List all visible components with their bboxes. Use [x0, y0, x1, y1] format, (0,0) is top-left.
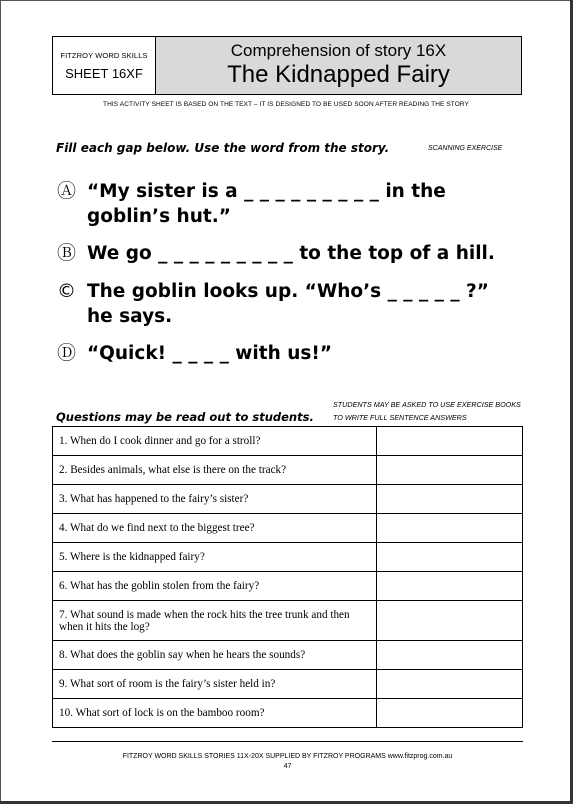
series-name: FITZROY WORD SKILLS: [60, 50, 148, 60]
gap-text: The goblin looks up. “Who’s _ _ _ _ _ ?”: [87, 281, 489, 302]
table-row: [53, 601, 523, 641]
table-row: [53, 670, 523, 699]
footer-divider: [52, 741, 523, 742]
table-row: [53, 572, 523, 601]
answer-cell[interactable]: [377, 670, 523, 699]
question-text: 5. Where is the kidnapped fairy?: [53, 543, 377, 572]
answer-cell[interactable]: [377, 572, 523, 601]
answer-cell[interactable]: [377, 427, 523, 456]
gap-item-c: [57, 279, 489, 329]
gap-text: “My sister is a _ _ _ _ _ _ _ _ _ in the: [87, 181, 446, 202]
answer-cell[interactable]: [377, 485, 523, 514]
table-row: [53, 456, 523, 485]
table-row: [53, 485, 523, 514]
table-row: [53, 427, 523, 456]
table-row: [53, 699, 523, 728]
question-text: 8. What does the goblin say when he hears the sounds?: [53, 641, 377, 670]
gap-letter: Ⓐ: [57, 180, 77, 202]
table-row: [53, 641, 523, 670]
gap-text: “Quick! _ _ _ _ with us!”: [87, 343, 332, 364]
gap-item-d: [57, 341, 332, 366]
exercise-tag: SCANNING EXERCISE: [428, 145, 503, 152]
page-number: 47: [283, 763, 292, 770]
gap-text-continued: he says.: [87, 306, 173, 327]
question-text: 9. What sort of room is the fairy’s sister held in?: [53, 670, 377, 699]
question-text: 7. What sound is made when the rock hits the tree trunk and then when it hits the log?: [53, 601, 377, 641]
students-note: STUDENTS MAY BE ASKED TO USE EXERCISE BOOKS TO WRITE FULL SENTENCE ANSWERS: [333, 400, 521, 422]
gap-letter: ©: [57, 280, 76, 302]
header-title-box: [156, 37, 521, 94]
questions-heading: Questions may be read out to students.: [56, 410, 314, 424]
answer-cell[interactable]: [377, 641, 523, 670]
gap-item-b: [57, 241, 495, 266]
comprehension-label: Comprehension of story 16X: [230, 40, 447, 60]
question-text: 1. When do I cook dinner and go for a stroll?: [53, 427, 377, 456]
activity-note: THIS ACTIVITY SHEET IS BASED ON THE TEXT – IT IS DESIGNED TO BE USED SOON AFTER READING THE STORY: [103, 101, 469, 108]
answer-cell[interactable]: [377, 699, 523, 728]
sheet-number: SHEET 16XF: [65, 65, 143, 81]
header-series-box: [53, 37, 156, 94]
answer-cell[interactable]: [377, 601, 523, 641]
gap-text-continued: goblin’s hut.”: [87, 206, 231, 227]
story-title: The Kidnapped Fairy: [227, 60, 450, 88]
table-row: [53, 514, 523, 543]
answer-cell[interactable]: [377, 543, 523, 572]
question-text: 6. What has the goblin stolen from the fairy?: [53, 572, 377, 601]
gap-text: We go _ _ _ _ _ _ _ _ _ to the top of a hill.: [87, 243, 495, 264]
gap-letter: Ⓓ: [57, 342, 77, 364]
table-row: [53, 543, 523, 572]
sheet-header: [52, 36, 522, 95]
question-text: 10. What sort of lock is on the bamboo room?: [53, 699, 377, 728]
gap-instruction: Fill each gap below. Use the word from the story.: [56, 141, 390, 155]
page-footer: [52, 752, 523, 772]
question-text: 3. What has happened to the fairy’s sister?: [53, 485, 377, 514]
answer-cell[interactable]: [377, 514, 523, 543]
question-text: 2. Besides animals, what else is there on the track?: [53, 456, 377, 485]
gap-item-a: [57, 179, 446, 229]
answer-cell[interactable]: [377, 456, 523, 485]
footer-text: FITZROY WORD SKILLS STORIES 11X-20X SUPPLIED BY FITZROY PROGRAMS www.fitzprog.com.au: [122, 753, 453, 760]
questions-table: [52, 426, 523, 728]
question-text: 4. What do we find next to the biggest tree?: [53, 514, 377, 543]
gap-letter: Ⓑ: [57, 242, 77, 264]
